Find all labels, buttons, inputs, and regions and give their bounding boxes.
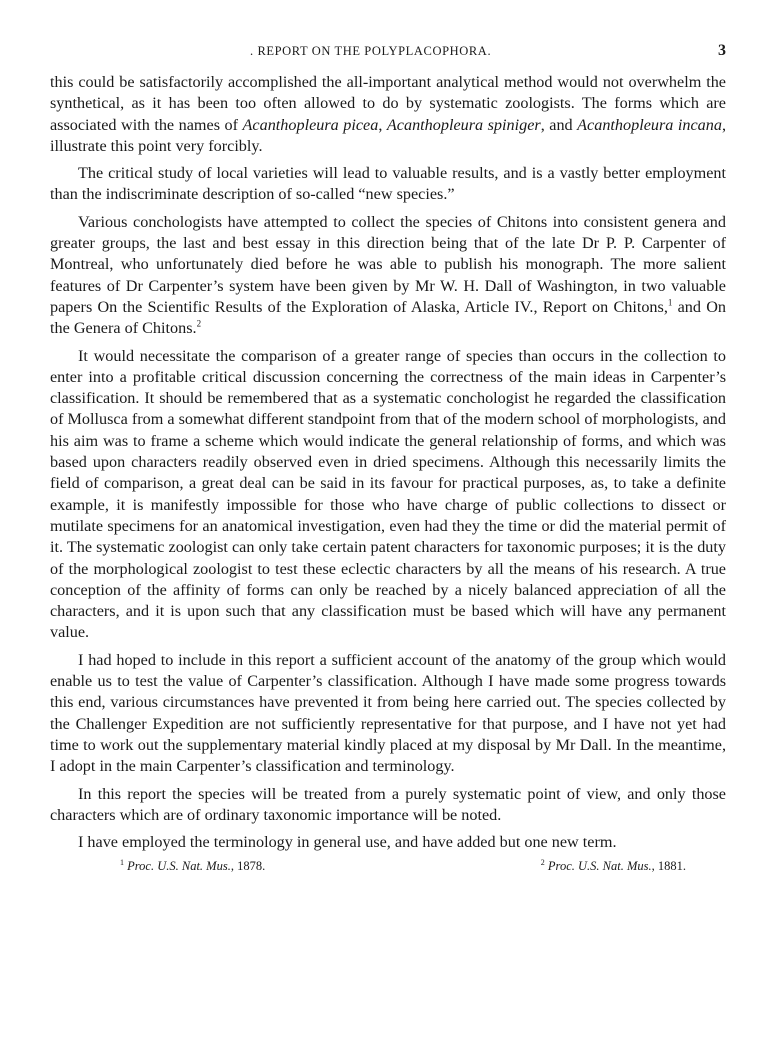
footnote-year: , 1881.	[651, 859, 686, 874]
paragraph-2: The critical study of local varieties will lead to valuable results, and is a vastly better employment than the indiscriminate description of so-called “new species.”	[50, 164, 726, 204]
paragraph-1	[50, 72, 726, 157]
text-run: Various conchologists have attempted to collect the species of Chitons into consistent genera and greater groups, the last and best essay in this direction being that of the late Dr P. P. Carpenter of Montreal, who unfortunately died before he was able to publish his monograph. The more salient features of Dr Carpenter’s system have been given by Mr W. H. Dall of Washington, in two valuable papers On the Scientific Results of the Exploration of Alaska, Article IV., Report on Chitons,	[50, 212, 726, 316]
text-run: ,	[378, 115, 387, 134]
running-title: . REPORT ON THE POLYPLACOPHORA.	[250, 44, 492, 58]
footnote-mark: 2	[540, 858, 545, 868]
footnotes	[50, 859, 726, 874]
paragraph-6: In this report the species will be treated from a purely systematic point of view, and only those characters which are of ordinary taxonomic importance will be noted.	[50, 784, 726, 824]
species-name: Acanthopleura incana	[577, 115, 722, 134]
text-run: , illustrate this point very forcibly.	[50, 115, 727, 155]
footnote-ref: 1	[667, 297, 673, 308]
text-run: , and	[540, 115, 578, 134]
footnote-1	[120, 859, 265, 874]
paragraph-5: I had hoped to include in this report a sufficient account of the anatomy of the group which would enable us to test the value of Carpenter’s classification. Although I have made some progress towards this end, various circumstances have prevented it from being here carried out. The species collected by the Challenger Expedition are not sufficiently representative for that purpose, and I have not yet had time to work out the supplementary material kindly placed at my disposal by Mr Dall. In the meantime, I adopt in the main Carpenter’s classification and terminology.	[50, 650, 726, 776]
footnote-2	[541, 859, 686, 874]
footnote-journal: Proc. U.S. Nat. Mus.	[127, 859, 231, 874]
running-header	[50, 42, 726, 60]
text-run: this could be satisfactorily accomplished the all-important analytical method would not overwhelm the synthetical, as it has been too often allowed to do by systematic zoologists. The forms which are associated with the names of	[50, 73, 726, 134]
footnote-year: , 1878.	[230, 859, 266, 874]
footnote-ref: 2	[196, 318, 202, 329]
paragraph-7: I have employed the terminology in general use, and have added but one new term.	[78, 833, 617, 852]
footnote-mark: 1	[120, 858, 124, 868]
paragraph-3	[50, 212, 726, 340]
text-run: and On the Genera of Chitons.	[50, 297, 726, 338]
species-name: Acanthopleura spiniger	[386, 115, 541, 134]
page	[50, 42, 726, 874]
footnote-journal: Proc. U.S. Nat. Mus.	[547, 859, 652, 874]
paragraph-4: It would necessitate the comparison of a greater range of species than occurs in the collection to enter into a profitable critical discussion concerning the correctness of the main ideas in Carpenter’s classification. It should be remembered that as a systematic conchologist he regarded the classification of Mollusca from a somewhat different standpoint from that of the modern school of morphologists, and his aim was to frame a scheme which would indicate the general relationship of forms, and which was based upon characters readily observed even in dried specimens. Although this necessarily limits the field of comparison, a great deal can be said in its favour for practical purposes, as, to take a definite example, it is manifestly impossible for those who have charge of public collections to dissect or mutilate specimens for an anatomical investigation, even had they the time or did the material permit of it. The systematic zoologist can only take certain patent characters for taxonomic purposes; it is the duty of the morphological zoologist to test these eclectic characters by all the means of his research. A true conception of the affinity of forms can only be reached by a nicely balanced appreciation of all the characters, and it is upon such that any classification must be based which will have any permanent value.	[50, 346, 726, 642]
species-name: Acanthopleura picea	[242, 115, 379, 134]
page-number: 3	[718, 42, 726, 59]
